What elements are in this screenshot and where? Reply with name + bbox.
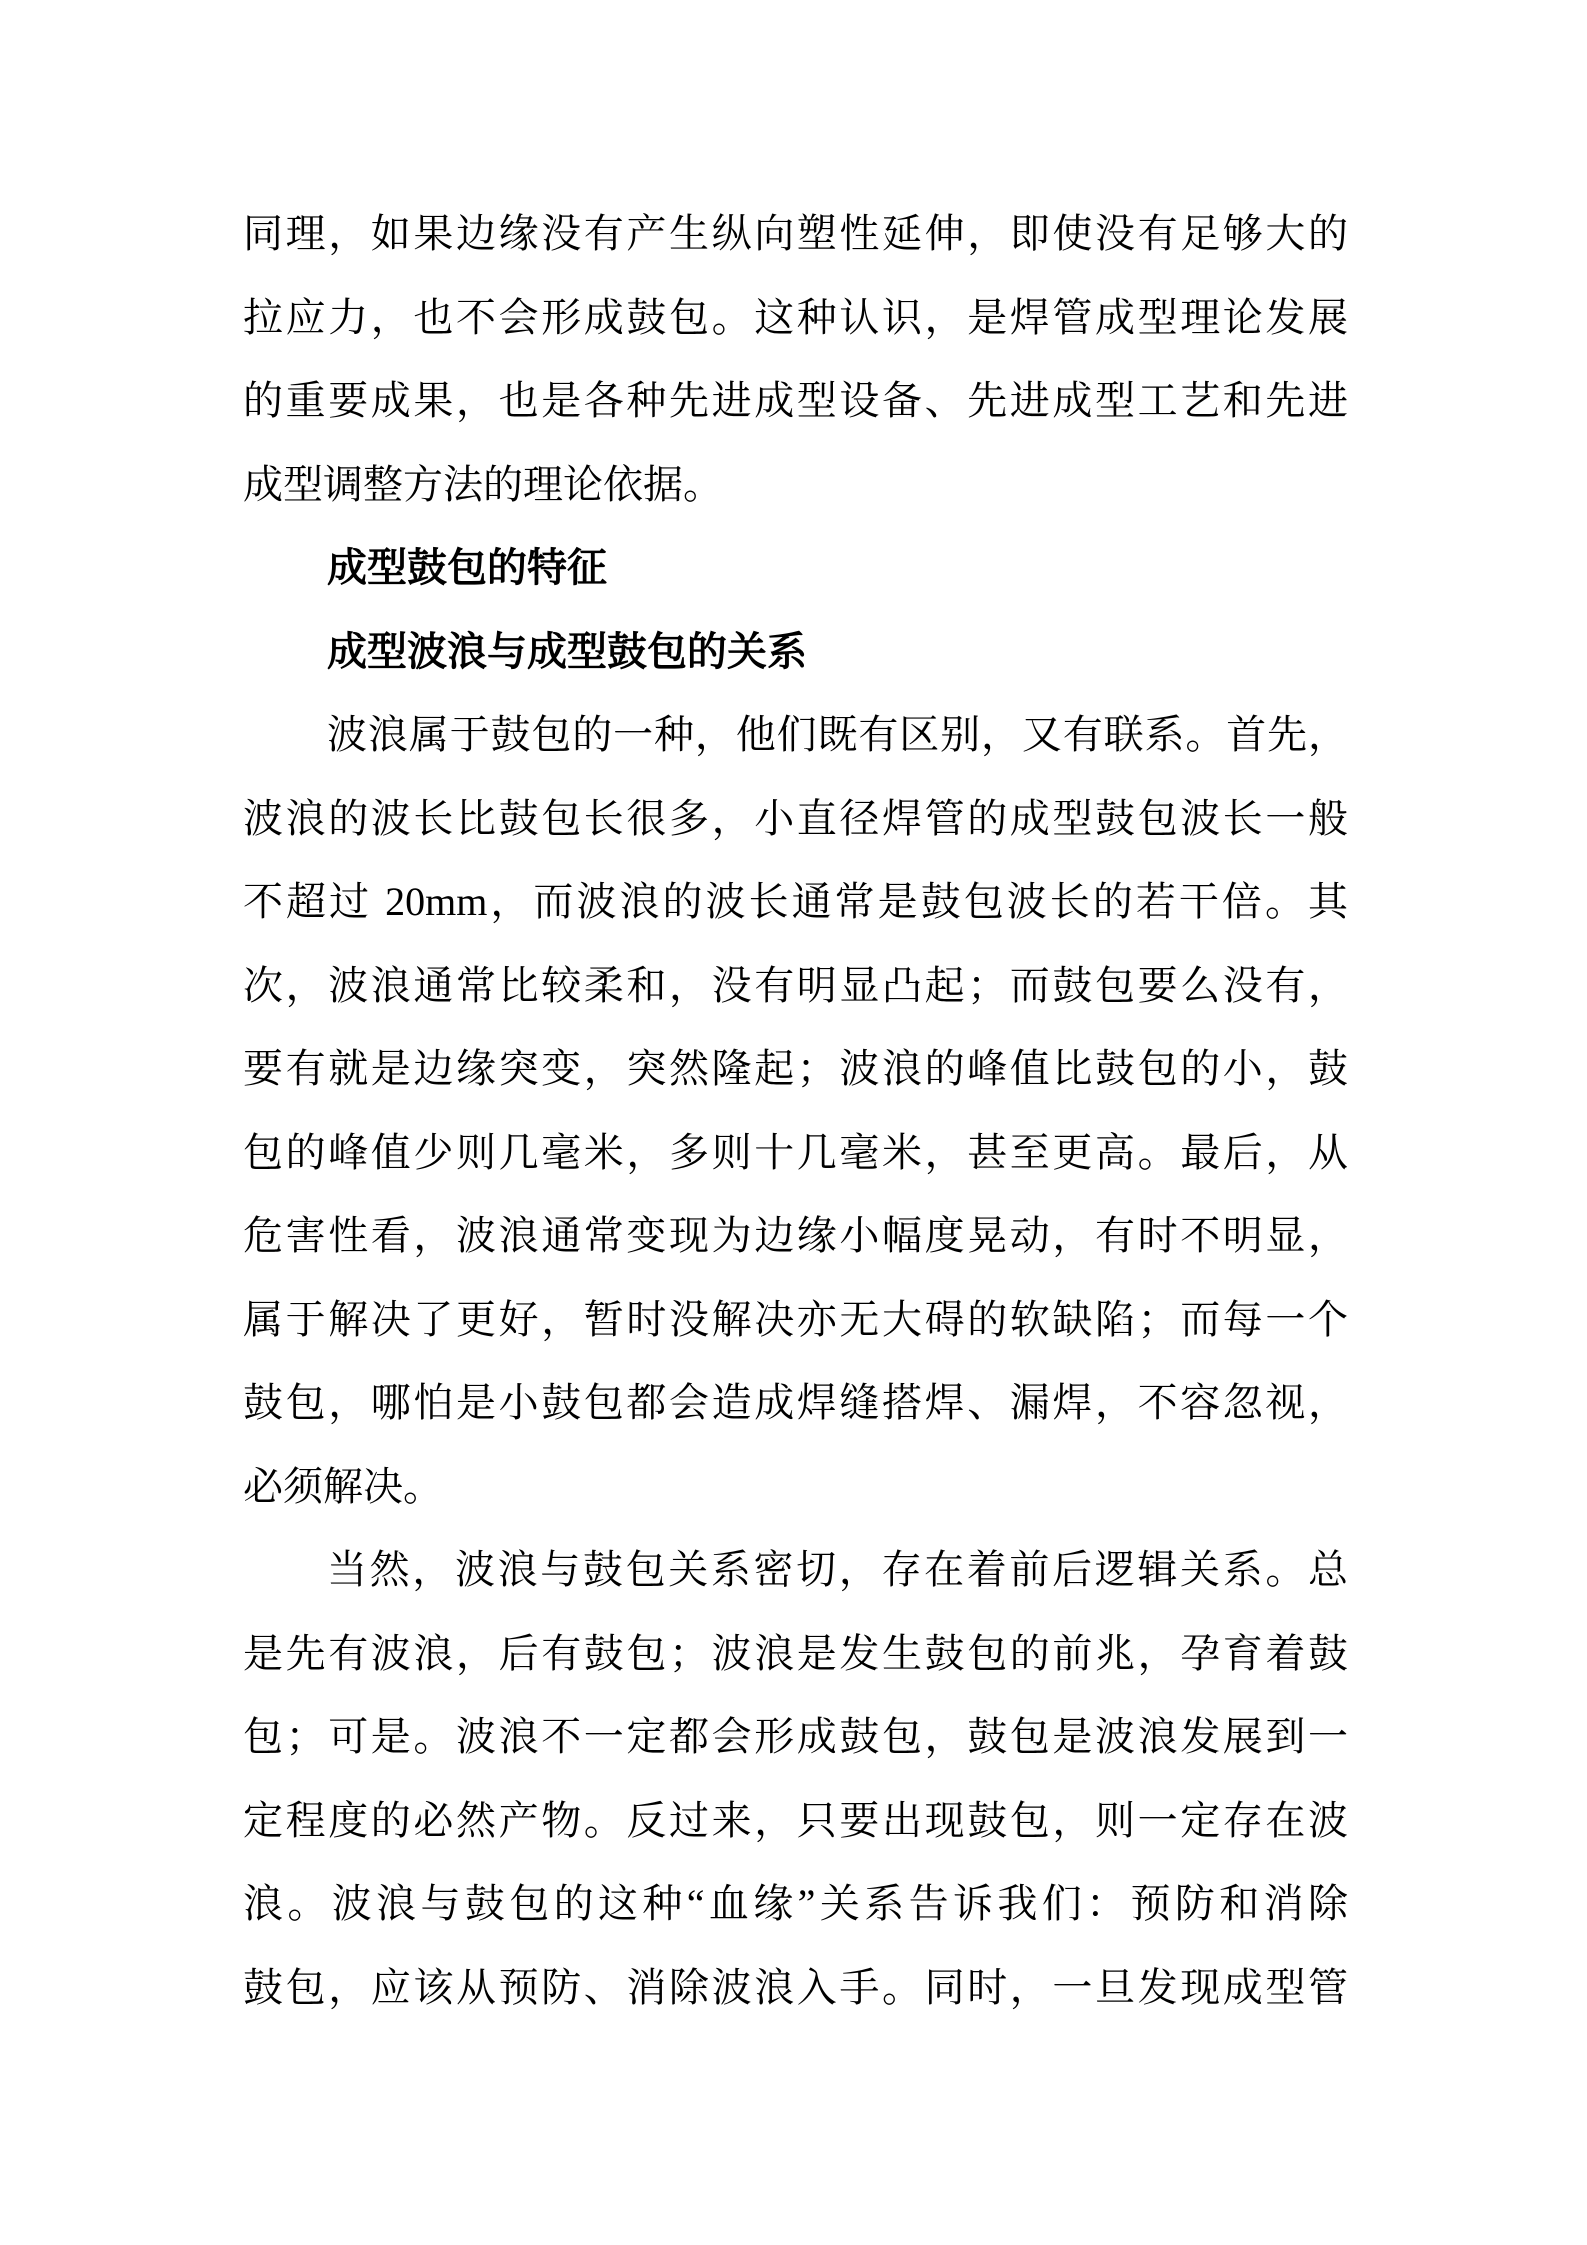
paragraph-line: 属于解决了更好，暂时没解决亦无大碍的软缺陷；而每一个 [243,1296,1348,1342]
paragraph-line: 拉应力，也不会形成鼓包。这种认识，是焊管成型理论发展 [243,294,1348,340]
paragraph-line: 危害性看，波浪通常变现为边缘小幅度晃动，有时不明显， [243,1213,1348,1258]
paragraph-line: 的重要成果，也是各种先进成型设备、先进成型工艺和先进 [243,378,1348,423]
paragraph-line: 波浪的波长比鼓包长很多，小直径焊管的成型鼓包波长一般 [243,795,1348,841]
document-text [243,192,1348,2029]
paragraph-line: 不超过 20mm，而波浪的波长通常是鼓包波长的若干倍。其 [243,879,1348,924]
paragraph-line: 是先有波浪，后有鼓包；波浪是发生鼓包的前兆，孕育着鼓 [243,1630,1348,1676]
paragraph-line: 成型调整方法的理论依据。 [243,461,723,507]
paragraph-line: 要有就是边缘突变，突然隆起；波浪的峰值比鼓包的小，鼓 [243,1046,1348,1091]
paragraph-line: 必须解决。 [243,1463,443,1509]
paragraph-1 [243,192,1348,526]
paragraph-2 [243,693,1348,1528]
paragraph-line: 浪。波浪与鼓包的这种“血缘”关系告诉我们：预防和消除 [243,1881,1348,1926]
paragraph-line: 当然，波浪与鼓包关系密切，存在着前后逻辑关系。总 [327,1547,1348,1592]
paragraph-line: 包的峰值少则几毫米，多则十几毫米，甚至更高。最后，从 [243,1129,1348,1175]
paragraph-line: 鼓包，应该从预防、消除波浪入手。同时，一旦发现成型管 [243,1964,1348,2010]
heading-line: 成型波浪与成型鼓包的关系 [327,628,807,674]
paragraph-line: 同理，如果边缘没有产生纵向塑性延伸，即使没有足够大的 [243,211,1348,256]
paragraph-line: 次，波浪通常比较柔和，没有明显凸起；而鼓包要么没有， [243,962,1348,1008]
paragraph-line: 鼓包，哪怕是小鼓包都会造成焊缝搭焊、漏焊，不容忽视， [243,1380,1348,1425]
paragraph-line: 包；可是。波浪不一定都会形成鼓包，鼓包是波浪发展到一 [243,1714,1348,1759]
paragraph-line: 定程度的必然产物。反过来，只要出现鼓包，则一定存在波 [243,1797,1348,1843]
heading-2 [243,610,1348,694]
heading-1 [243,526,1348,610]
heading-line: 成型鼓包的特征 [327,545,607,590]
paragraph-3 [243,1528,1348,2029]
paragraph-line: 波浪属于鼓包的一种，他们既有区别，又有联系。首先， [327,712,1348,757]
